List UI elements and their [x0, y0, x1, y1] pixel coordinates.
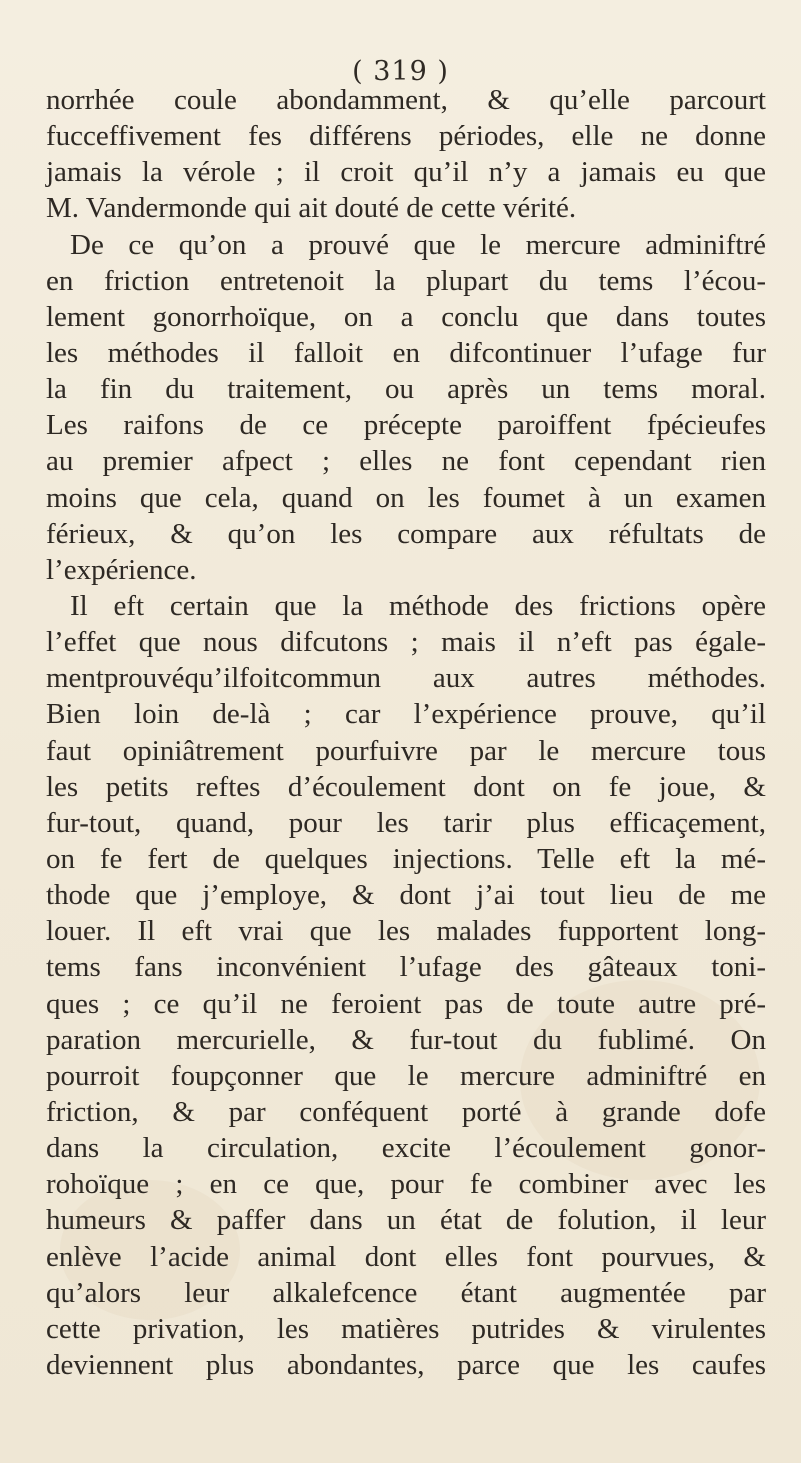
text-line: l’expérience. [46, 553, 197, 586]
text-line: moins que cela, quand on les foumet à un examen [46, 481, 766, 514]
text-line: ques ; ce qu’il ne feroient pas de toute autre pré- [46, 987, 766, 1020]
text-line: la fin du traitement, ou après un tems moral. [46, 373, 766, 406]
text-line: au premier afpect ; elles ne font cependant rien [46, 445, 766, 478]
text-line: lement gonorrhoïque, on a conclu que dans toutes [46, 300, 766, 333]
text-line: M. Vandermonde qui ait douté de cette vérité. [46, 192, 577, 225]
text-line: rohoïque ; en ce que, pour fe combiner avec les [46, 1168, 766, 1201]
text-line: en friction entretenoit la plupart du tems l’écou- [46, 264, 766, 297]
text-line: jamais la vérole ; il croit qu’il n’y a jamais eu que [46, 156, 766, 189]
text-line: les méthodes il falloit en difcontinuer l’ufage fur [46, 336, 766, 369]
text-line: pourroit foupçonner que le mercure adminiftré en [46, 1059, 766, 1092]
text-line: mentprouvéqu’ilfoitcommun aux autres méthodes. [46, 662, 766, 695]
text-line: qu’alors leur alkalefcence étant augmentée par [46, 1276, 766, 1309]
text-line: paration mercurielle, & fur-tout du fublimé. On [46, 1023, 766, 1056]
text-line: fucceffivement fes différens périodes, elle ne donne [46, 120, 766, 153]
text-line: louer. Il eft vrai que les malades fupportent long- [46, 915, 766, 948]
text-line: faut opiniâtrement pourfuivre par le mercure tous [46, 734, 766, 767]
text-line: cette privation, les matières putrides & virulentes [46, 1312, 766, 1345]
text-line: thode que j’employe, & dont j’ai tout lieu de me [46, 879, 766, 912]
text-line: Il eft certain que la méthode des frictions opère [70, 589, 766, 622]
text-line: fur-tout, quand, pour les tarir plus efficaçement, [46, 806, 766, 839]
text-line: Les raifons de ce précepte paroiffent fpécieufes [46, 409, 766, 442]
text-line: l’effet que nous difcutons ; mais il n’eft pas égale- [46, 626, 766, 659]
text-line: deviennent plus abondantes, parce que les caufes [46, 1348, 766, 1381]
text-line: norrhée coule abondamment, & qu’elle parcourt [46, 84, 766, 116]
text-line: humeurs & paffer dans un état de folution, il leur [46, 1204, 766, 1237]
text-line: Bien loin de-là ; car l’expérience prouve, qu’il [46, 698, 766, 731]
text-line: on fe fert de quelques injections. Telle eft la mé- [46, 842, 766, 875]
text-line: dans la circulation, excite l’écoulement gonor- [46, 1132, 766, 1165]
text-line: friction, & par conféquent porté à grande dofe [46, 1095, 766, 1128]
text-line: férieux, & qu’on les compare aux réfultats de [46, 517, 766, 550]
text-line: De ce qu’on a prouvé que le mercure adminiftré [70, 228, 766, 261]
body-text [46, 82, 766, 1383]
page-number: ( 319 ) [352, 56, 449, 87]
text-line: enlève l’acide animal dont elles font pourvues, & [46, 1240, 766, 1273]
text-line: les petits reftes d’écoulement dont on fe joue, & [46, 770, 766, 803]
text-line: tems fans inconvénient l’ufage des gâteaux toni- [46, 951, 766, 984]
